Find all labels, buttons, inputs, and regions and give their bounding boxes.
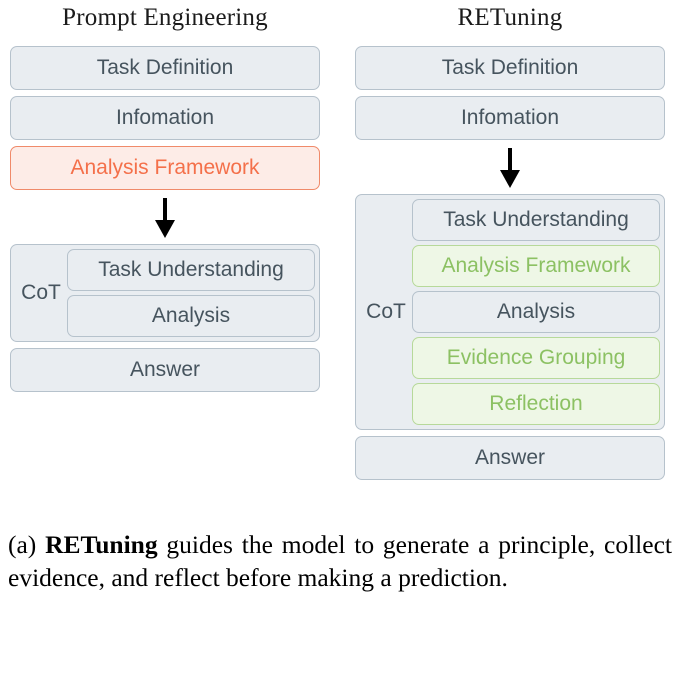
figure-caption <box>8 528 672 594</box>
box-task-definition-left: Task Definition <box>10 46 320 90</box>
box-evidence-grouping-right: Evidence Grouping <box>412 337 660 379</box>
box-analysis-framework-right: Analysis Framework <box>412 245 660 287</box>
box-infomation-right: Infomation <box>355 96 665 140</box>
column-retuning <box>355 0 665 486</box>
column-title-retuning: RETuning <box>457 4 563 31</box>
column-prompt-engineering <box>10 0 320 398</box>
box-analysis-right: Analysis <box>412 291 660 333</box>
box-reflection-right: Reflection <box>412 383 660 425</box>
cot-label-left: CoT <box>21 281 61 304</box>
box-answer-left: Answer <box>10 348 320 392</box>
cot-items-right <box>412 199 660 425</box>
box-task-understanding-right: Task Understanding <box>412 199 660 241</box>
cot-group-left <box>10 244 320 342</box>
box-task-understanding-left: Task Understanding <box>67 249 315 291</box>
flow-arrow-left <box>10 196 320 238</box>
box-analysis-framework-left: Analysis Framework <box>10 146 320 190</box>
down-arrow-icon <box>10 196 320 238</box>
column-title-prompt-engineering: Prompt Engineering <box>62 4 268 31</box>
caption-prefix: (a) <box>8 530 46 559</box>
cot-group-right <box>355 194 665 430</box>
cot-items-left <box>67 249 315 337</box>
cot-label-right: CoT <box>366 300 406 323</box>
flow-arrow-right <box>355 146 665 188</box>
caption-rest: guides the model to generate a principle, collect evidence, and reflect before making a prediction. <box>8 530 672 593</box>
box-answer-right: Answer <box>355 436 665 480</box>
box-task-definition-right: Task Definition <box>355 46 665 90</box>
caption-bold-term: RETuning <box>45 530 158 559</box>
box-infomation-left: Infomation <box>10 96 320 140</box>
box-analysis-left: Analysis <box>67 295 315 337</box>
down-arrow-icon <box>355 146 665 188</box>
